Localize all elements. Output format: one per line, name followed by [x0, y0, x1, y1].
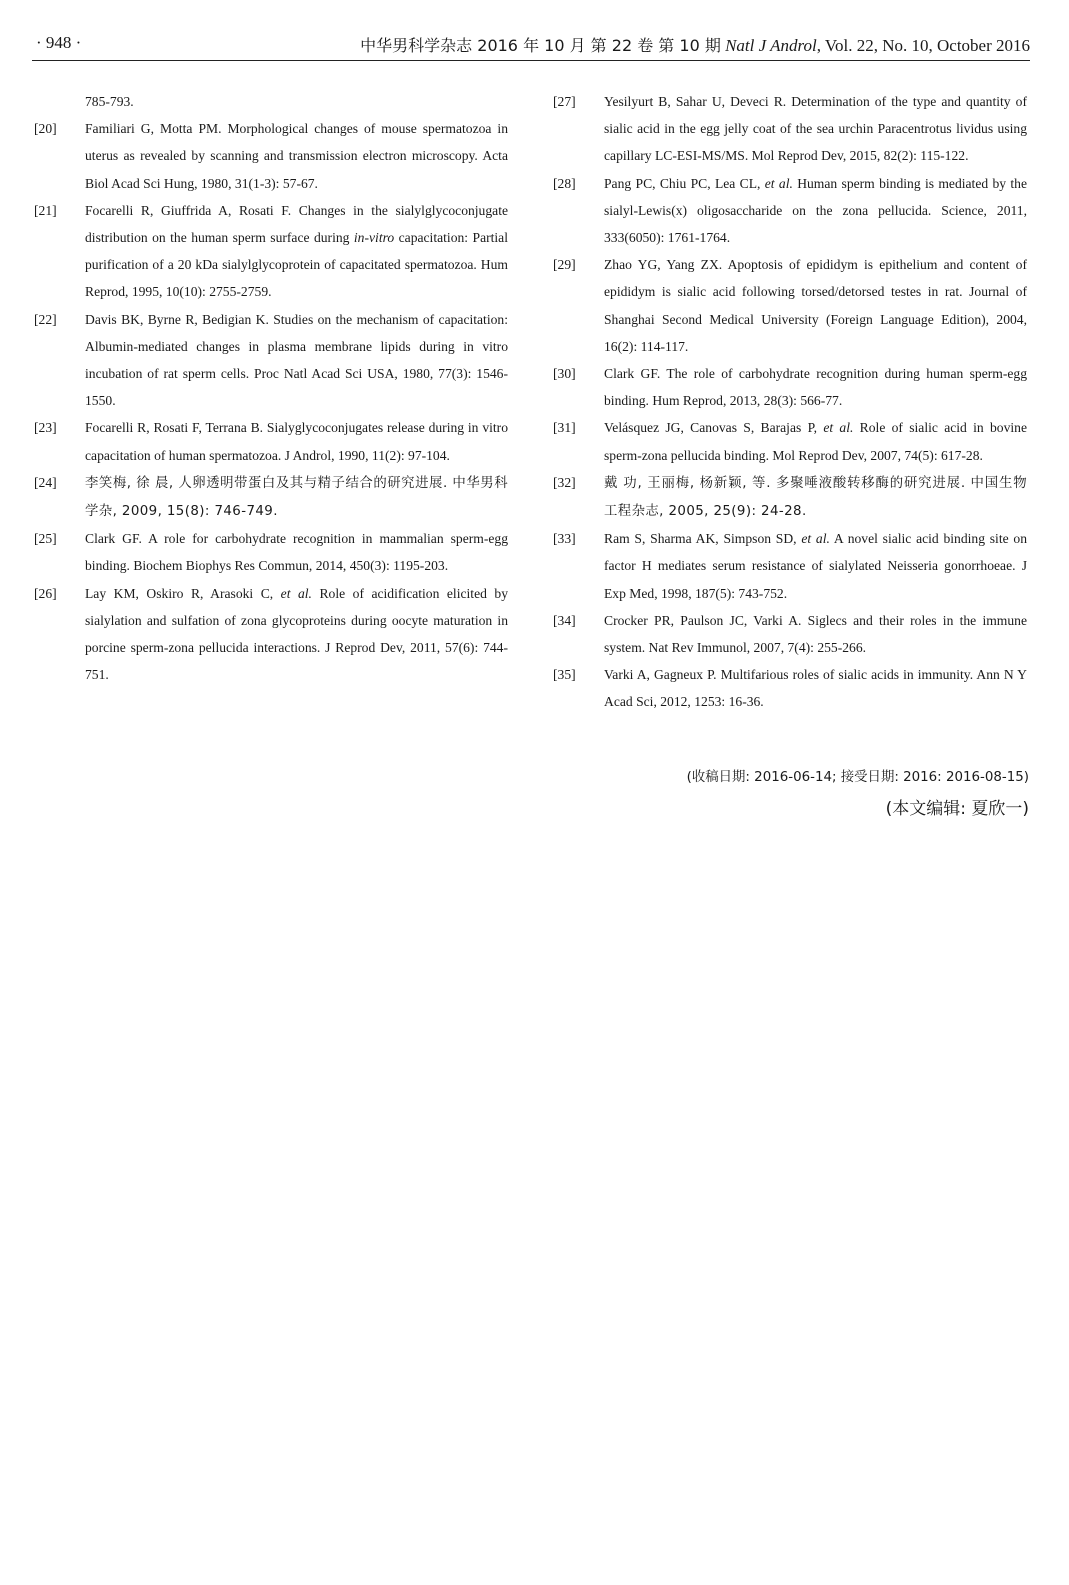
reference-item: [34, 414, 508, 468]
reference-number: [25]: [34, 531, 57, 547]
reference-item: [553, 170, 1027, 252]
reference-italic: et al.: [764, 175, 793, 191]
reference-item: [34, 115, 508, 197]
reference-text: Role of acidification elicited by sialylation and sulfation of zona glycoproteins during oocyte maturation in porcine sperm-zona pellucida interactions. J Reprod Dev, 2011, 57(6): 744-751.: [85, 585, 509, 683]
reference-text: Focarelli R, Rosati F, Terrana B. Sialyglycoconjugates release during in vitro capacitation of human spermatozoa. J Androl, 1990, 11(2): 97-104.: [85, 420, 508, 463]
reference-item: [553, 360, 1027, 414]
reference-text: Clark GF. A role for carbohydrate recognition in mammalian sperm-egg binding. Biochem Biophys Res Commun, 2014, 450(3): 1195-203.: [85, 531, 508, 574]
reference-italic: et al.: [280, 585, 312, 601]
reference-number: [26]: [34, 585, 57, 601]
reference-number: [30]: [553, 366, 576, 382]
reference-text: A novel sialic acid binding site on factor H mediates serum resistance of sialylated Neisseria gonorrhoeae. J Exp Med, 1998, 187(5): 743-752.: [604, 531, 1027, 601]
reference-item: [553, 607, 1027, 661]
reference-item: [34, 88, 508, 115]
reference-number: [33]: [553, 531, 576, 547]
reference-text: Crocker PR, Paulson JC, Varki A. Siglecs and their roles in the immune system. Nat Rev Immunol, 2007, 7(4): 255-266.: [604, 612, 1027, 656]
received-date: (收稿日期: 2016-06-14; 接受日期: 2016: 2016-08-15): [686, 770, 1029, 785]
reference-text: Clark GF. The role of carbohydrate recognition during human sperm-egg binding. Hum Reprod, 2013, 28(3): 566-77.: [604, 366, 1027, 409]
reference-item: [34, 580, 508, 689]
reference-text: Familiari G, Motta PM. Morphological changes of mouse spermatozoa in uterus as revealed by scanning and transmission electron microscopy. Acta Biol Acad Sci Hung, 1980, 31(1-3): 57-67.: [85, 121, 508, 191]
reference-number: [24]: [34, 474, 57, 490]
reference-number: [21]: [34, 202, 57, 218]
journal-abbrev: Natl J Androl: [725, 36, 817, 55]
page-number: · 948 ·: [36, 33, 82, 52]
reference-text: 785-793.: [85, 94, 134, 109]
reference-item: [553, 525, 1027, 607]
reference-number: [23]: [34, 420, 57, 436]
reference-number: [29]: [553, 257, 576, 273]
reference-text: Yesilyurt B, Sahar U, Deveci R. Determination of the type and quantity of sialic acid in the egg jelly coat of the sea urchin Paracentrotus lividus using capillary LC-ESI-MS/MS. Mol Reprod Dev, 2015, 82(2): 115-122.: [604, 94, 1027, 164]
reference-text: Ram S, Sharma AK, Simpson SD,: [604, 531, 802, 547]
reference-item: [34, 469, 508, 525]
reference-text: Velásquez JG, Canovas S, Barajas P,: [604, 420, 824, 436]
reference-item: [34, 306, 508, 415]
running-header: [32, 30, 1030, 61]
reference-number: [31]: [553, 420, 576, 436]
reference-italic: in-vitro: [353, 230, 395, 246]
references-left-column: [34, 88, 508, 688]
reference-item: [34, 525, 508, 579]
reference-number: [28]: [553, 175, 576, 191]
reference-text: Davis BK, Byrne R, Bedigian K. Studies on the mechanism of capacitation: Albumin-mediated changes in plasma membrane lipids during in vitro incubation of rat sperm cells. Proc Natl Acad Sci USA, 1980, 77(3): 1546-1550.: [85, 311, 508, 409]
reference-text: Lay KM, Oskiro R, Arasoki C,: [85, 585, 281, 601]
reference-number: [20]: [34, 121, 57, 137]
reference-text: Pang PC, Chiu PC, Lea CL,: [604, 175, 765, 191]
reference-italic: et al.: [823, 420, 854, 436]
reference-text: Focarelli R, Giuffrida A, Rosati F. Changes in the sialylglycoconjugate distribution on the human sperm surface during: [85, 202, 508, 246]
reference-text: Zhao YG, Yang ZX. Apoptosis of epididym is epithelium and content of epididym is sialic acid following torsed/detorsed testes in rat. Journal of Shanghai Second Medical University (Foreign Language Edition), 2004, 16(2): 114-117.: [604, 257, 1027, 354]
reference-italic: et al.: [801, 531, 830, 547]
editor-credit: (本文编辑: 夏欣一): [885, 799, 1029, 819]
reference-item: [553, 88, 1027, 170]
reference-number: [35]: [553, 667, 576, 683]
reference-item: [553, 661, 1027, 715]
journal-name-cn: 中华男科学杂志 2016 年 10 月 第 22 卷 第 10 期: [360, 36, 721, 55]
reference-number: [27]: [553, 94, 576, 109]
reference-text: 戴 功, 王丽梅, 杨新颖, 等. 多聚唾液酸转移酶的研究进展. 中国生物工程杂志, 2005, 25(9): 24-28.: [604, 475, 1027, 520]
reference-text: Role of sialic acid in bovine sperm-zona pellucida binding. Mol Reprod Dev, 2007, 74(5): 617-28.: [604, 420, 1027, 463]
reference-text: capacitation: Partial purification of a 20 kDa sialylglycoprotein of capacitated spermatozoa. Hum Reprod, 1995, 10(10): 2755-2759.: [85, 230, 508, 300]
reference-number: [22]: [34, 311, 57, 327]
reference-number: [32]: [553, 474, 576, 490]
reference-item: [553, 251, 1027, 360]
journal-citation: [360, 33, 1030, 56]
reference-number: [34]: [553, 612, 576, 628]
references-right-column: [553, 88, 1027, 716]
reference-text: Human sperm binding is mediated by the sialyl-Lewis(x) oligosaccharide on the zona pellucida. Science, 2011, 333(6050): 1761-1764.: [604, 175, 1027, 246]
reference-item: [34, 197, 508, 306]
reference-item: [553, 469, 1027, 525]
reference-item: [553, 414, 1027, 468]
journal-volume: , Vol. 22, No. 10, October 2016: [816, 36, 1030, 55]
reference-text: 李笑梅, 徐 晨, 人卵透明带蛋白及其与精子结合的研究进展. 中华男科学杂, 2009, 15(8): 746-749.: [85, 475, 508, 520]
reference-text: Varki A, Gagneux P. Multifarious roles of sialic acids in immunity. Ann N Y Acad Sci, 2012, 1253: 16-36.: [604, 667, 1027, 710]
